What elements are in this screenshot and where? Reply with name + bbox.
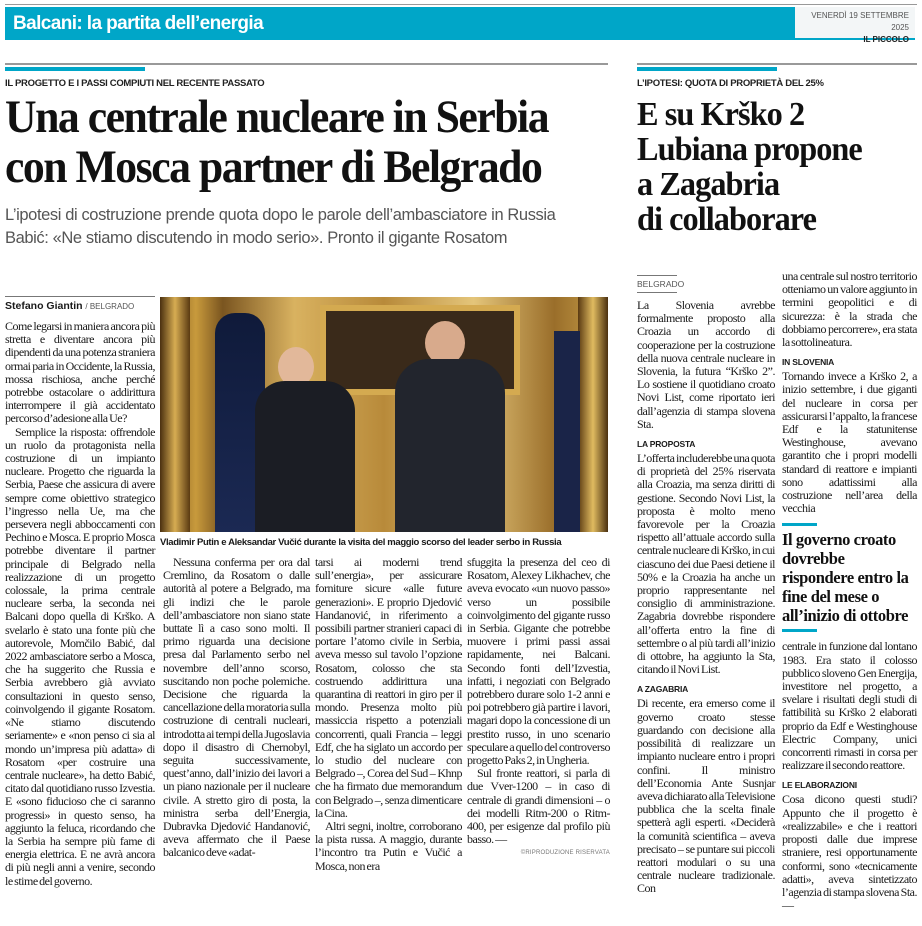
quote-accent-rule <box>782 629 817 632</box>
subhead-in-slovenia: IN SLOVENIA <box>782 357 835 368</box>
paragraph: Tornando invece a Krško 2, a inizio settembre, i due giganti del nucleare in corsa per assicurarsi l’appalto, la francese Edf e la statunitense Westinghouse, avevano garantito che i propri modelli standard di reattore e impianti sono adattissimi alla costruzione nell’area della vecchia <box>782 369 917 516</box>
paragraph: Nessuna conferma per ora dal Cremlino, da Rosatom o dalle autorità al potere a Belgrado, ma gli indizi che le parole dell’ambasciatore non siano state buttate lì a caso sono molti. Il primo riguarda una decisione presa dal Parlamento serbo nel novembre dell’anno scorso, suscitando non poche polemiche. Decisione che riguarda la cancellazione della moratoria sulla costruzione di centrali nucleari, introdotta ai tempi della Jugoslavia dopo il disastro di Chernobyl, seguita successivamente, quest’anno, dall’inizio dei lavori a un piano nazionale per il nucleare civile. A stretto giro di posta, la ministra serba dell’Energia, Dubravka Djedović Handanović, aveva affermato che il Paese balcanico deve «adat- <box>163 555 310 860</box>
paragraph: Altri segni, inoltre, corroborano la pista russa. A maggio, durante l’incontro tra Putin e Vučić a Mosca, non era <box>315 819 462 873</box>
headline-line: Una centrale nucleare in Serbia <box>5 91 549 143</box>
headline-line: di collaborare <box>637 201 816 238</box>
paragraph: sfuggita la presenza del ceo di Rosatom, Alexey Likhachev, che aveva evocato «un nuovo passo» verso un possibile coinvolgimento del gigante russo in Serbia. Gigante che potrebbe muovere i primi passi assai rapidamente, nei Balcani. Secondo fonti dell’Izvestia, infatti, i negoziati con Belgrado potrebbero durare solo 1-2 anni e poi potrebbero già partire i lavori, magari dopo la concessione di un prestito russo, in uno scenario speculare a quello del controverso progetto Paks 2, in Ungheria. <box>467 555 610 768</box>
top-rule <box>5 4 917 5</box>
headline-line: con Mosca partner di Belgrado <box>5 141 542 193</box>
person-putin <box>255 381 355 532</box>
subhead-a-zagabria: A ZAGABRIA <box>637 684 689 695</box>
main-headline <box>5 92 548 192</box>
paragraph: centrale in funzione dal lontano 1983. Era stato il colosso pubblico sloveno Gen Energija, investitore nel progetto, a svelare i risultati degli studi di fattibilità su Krško 2 elaborati proprio da Edf e Westinghouse Electric Company, unici concorrenti rimasti in corsa per realizzare il secondo reattore. <box>782 639 917 773</box>
byline <box>5 296 155 312</box>
side-rule <box>637 63 917 65</box>
side-text-5 <box>782 640 917 772</box>
side-text-4 <box>782 370 917 515</box>
article-column-3 <box>315 556 462 873</box>
side-text-3 <box>782 270 917 349</box>
article-column-1 <box>5 296 155 888</box>
side-kicker: L’IPOTESI: QUOTA DI PROPRIETÀ DEL 25% <box>637 78 824 89</box>
newspaper-name: IL PICCOLO <box>863 35 909 44</box>
article-column-2 <box>163 556 310 860</box>
side-intro <box>637 299 775 431</box>
side-column-1 <box>637 275 775 896</box>
main-accent-rule <box>5 67 145 71</box>
issue-date: VENERDÌ 19 SETTEMBRE 2025 <box>811 11 909 32</box>
quote-accent-rule <box>782 523 817 526</box>
subhead-la-proposta: LA PROPOSTA <box>637 439 696 450</box>
main-deck <box>5 204 555 250</box>
section-banner <box>5 7 795 40</box>
deck-line: L’ipotesi di costruzione prende quota dopo le parole dell’ambasciatore in Russia <box>5 206 556 224</box>
deck-line: Babić: «Ne stiamo discutendo in modo serio». Pronto il gigante Rosatom <box>5 229 508 247</box>
byline-place: / BELGRADO <box>85 302 135 311</box>
side-dateline: BELGRADO <box>637 275 677 293</box>
subhead-le-elaborazioni: LE ELABORAZIONI <box>782 780 857 791</box>
paragraph: Come legarsi in maniera ancora più stretta e diventare ancora più dipendenti da una potenza straniera ormai paria in Occidente, la Russia, mossa rischiosa, anche perché potrebbe ostacolare o addirittura interrompere il già accidentato percorso d’adesione alla Ue? <box>5 319 155 426</box>
pull-quote: Il governo croato dovrebbe rispondere entro la fine del mese o all’inizio di ottobre <box>782 530 909 626</box>
section-title: Balcani: la partita dell’energia <box>13 13 264 34</box>
side-text-2 <box>637 697 775 895</box>
side-column-2 <box>782 270 917 912</box>
guard-figure <box>554 331 580 532</box>
headline-line: E su Krško 2 <box>637 96 805 133</box>
paragraph: Di recente, era emerso come il governo croato stesse guardando con decisione alla possibilità di realizzare un impianto nucleare entro i propri confini. Il ministro dell’Economia Ante Susnjar aveva dichiarato alla Televisione pubblica che la scelta finale spetterà agli esperti. «Deciderà la comunità scientifica – aveva precisato – se puntare sui piccoli reattori modulari o su una centrale nucleare tradizionale. Con <box>637 696 775 896</box>
byline-author: Stefano Giantin <box>5 300 83 312</box>
gilded-pillar <box>578 297 608 532</box>
gilded-pillar <box>160 297 190 532</box>
side-headline <box>637 97 862 237</box>
column-text <box>467 556 610 846</box>
photo-caption: Vladimir Putin e Aleksandar Vučić durante la visita del maggio scorso del leader serbo in Russia <box>160 537 562 548</box>
column-text <box>5 320 155 888</box>
side-text-1 <box>637 452 775 676</box>
article-column-4 <box>467 556 610 856</box>
paragraph: Sul fronte reattori, si parla di due Vver-1200 – in caso di centrale di grandi dimensioni – o dei modelli Ritm-200 o Ritm-400, per esigenze dal profilo più basso. — <box>467 766 610 847</box>
headline-line: Lubiana propone <box>637 131 862 168</box>
main-rule <box>5 63 608 65</box>
paragraph: L’offerta includerebbe una quota di proprietà del 25% riservata alla Croazia, ma senza diritti di gestione. Secondo Novi List, la proposta è molto meno favorevole per la Croazia rispetto all’attuale accordo sulla centrale nucleare di Krško, in cui ciascuno dei due Paesi detiene il 50% e la Croazia ha anche un proprio rappresentante nel consiglio di amministrazione. Zagabria dovrebbe rispondere all’offerta entro la fine di settembre o al più tardi all’inizio di ottobre, ha aggiunto la Sta, citando il Novi List. <box>637 451 775 677</box>
photo-putin-vucic <box>160 297 608 532</box>
paragraph: una centrale sul nostro territorio otteniamo un valore aggiunto in termini geopolitici e di sicurezza: è la strada che dobbiamo percorrere», era stata la sottolineatura. <box>782 269 917 350</box>
copyright-notice: ©RIPRODUZIONE RISERVATA <box>520 850 610 857</box>
side-text-6 <box>782 793 917 912</box>
paragraph: Semplice la risposta: offrendole un ruolo da protagonista nella costruzione di un impianto nucleare. Progetto che riguarda la Serbia, Paese che assicura di avere sempre come obiettivo strategico l’ingresso nella Ue, ma che persevera negli abboccamenti con Pechino e Mosca. E proprio Mosca potrebbe diventare il partner principale di Belgrado nella realizzazione di un progetto colossale, la prima centrale nucleare serba, la seconda nei Balcani dopo quella di Krško. A svelarlo è stato una fonte più che autorevole, Momčilo Babić, dal 2022 ambasciatore serbo a Mosca, che ha suggerito che Russia e Serbia avrebbero già avviato consultazioni in questo senso, coinvolgendo il gigante Rosatom. «Ne stiamo discutendo seriamente» e «non penso ci sia al mondo un’impresa più adatta» di Rosatom «per costruire una centrale nucleare», ha detto Babić, citato dal quotidiano russo Izvestia. E «sono fiducioso che ci saranno progressi» in questo senso, ha aggiunto la feluca, ricordando che la Serbia ha sempre più fame di energia elettrica. E ne avrà ancora di più negli anni a venire, secondo le stime del governo. <box>5 424 155 888</box>
paragraph: tarsi ai moderni trend sull’energia», per assicurare forniture sicure «alle future generazioni». E proprio Djedović Handanović, in riferimento a possibili partner stranieri capaci di portare l’atomo civile in Serbia, aveva messo sul tavolo l’opzione Rosatom, colosso che sta costruendo addirittura una quarantina di reattori in giro per il mondo. Presenza molto più massiccia rispetto a potenziali concorrenti, quali Francia – leggi Edf, che ha siglato un accordo per lo studio del nucleare con Belgrado –, Corea del Sud – Khnp che ha firmato due memorandum con Belgrado –, senza dimenticare la Cina. <box>315 555 462 820</box>
person-vucic <box>395 359 505 532</box>
headline-line: a Zagabria <box>637 166 780 203</box>
paragraph: Cosa dicono questi studi? Appunto che il progetto è «realizzabile» e che i reattori proposti dalle due imprese straniere, resi opportunamente conformi, sono «tecnicamente adatti», aveva sintetizzato l’agenzia di stampa slovena Sta. — <box>782 792 917 913</box>
paragraph: La Slovenia avrebbe formalmente proposto alla Croazia un accordo di cooperazione per la costruzione della nuova centrale nucleare in Slovenia, la futura “Krško 2”. Lo sostiene il quotidiano croato Novi List, come riportato ieri dall’agenzia di stampa slovena Sta. <box>637 298 775 431</box>
main-kicker: IL PROGETTO E I PASSI COMPIUTI NEL RECENTE PASSATO <box>5 78 265 89</box>
side-accent-rule <box>637 67 777 71</box>
date-box <box>795 7 915 44</box>
